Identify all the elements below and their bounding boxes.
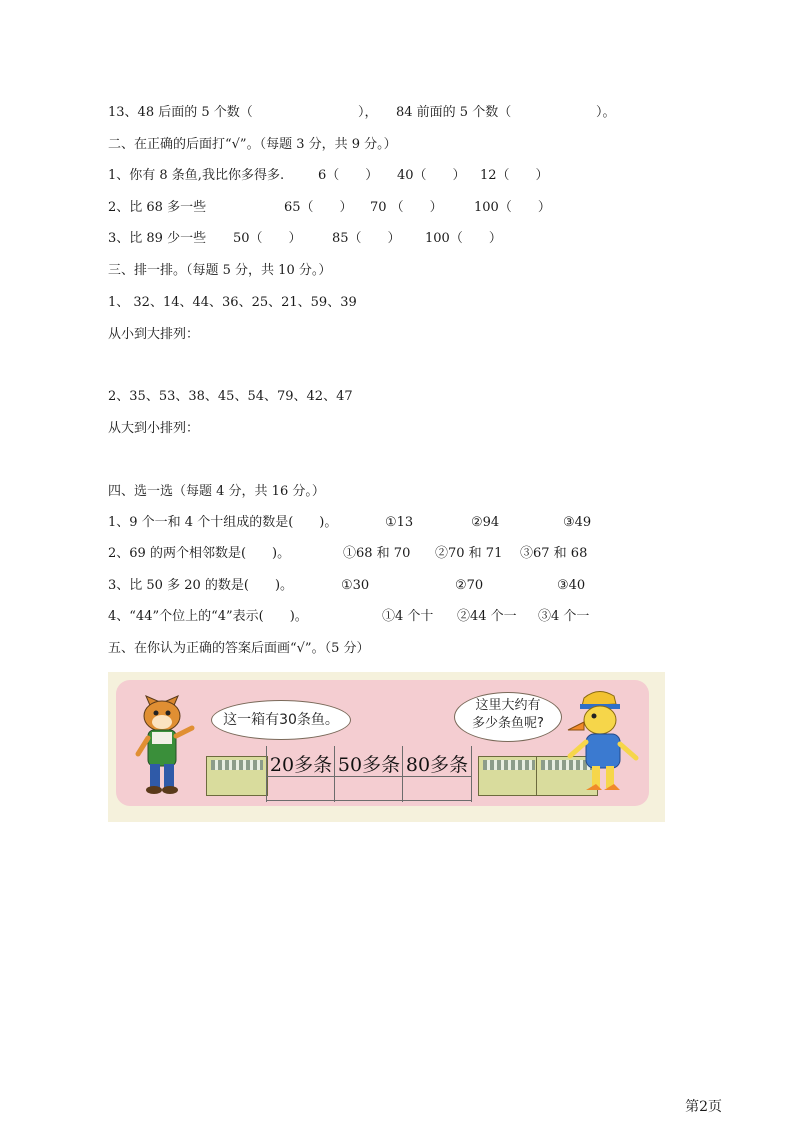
q13-part1: 13、48 后面的 5 个数（ [108,105,253,120]
duck-character-icon [566,684,646,802]
section-3-title: 三、排一排。（每题 5 分，共 10 分。） [108,263,332,278]
answer-label: 80多条 [405,754,469,776]
speech-bubble-right [454,692,562,742]
cat-character-icon [134,688,204,798]
sec4-q3-opt2: ②70 [455,578,484,593]
illustration-background [116,680,649,806]
sec4-q4-opt3: ③4 个一 [538,609,590,624]
section-4-title: 四、选一选（每题 4 分，共 16 分。） [108,484,325,499]
fish-box-right-1 [478,756,540,796]
sec4-q2-opt3: ③67 和 68 [520,546,588,561]
sec2-q3-opt3: 100（ ） [425,231,502,246]
sec4-q2-opt2: ②70 和 71 [435,546,503,561]
fish-box-left [206,756,268,796]
q13-close2: ）。 [596,105,616,120]
sec4-q4-opt1: ①4 个十 [382,609,434,624]
table-divider [266,776,471,777]
q13-close1: ）， [358,105,378,120]
sec4-q2-opt1: ①68 和 70 [343,546,411,561]
sec4-q3-opt1: ①30 [341,578,370,593]
sec2-q2-opt1: 65（ ） [284,200,353,215]
sec2-q2-opt3: 100（ ） [474,200,551,215]
q13-part2: 84 前面的 5 个数（ [396,105,512,120]
answer-table [266,746,471,802]
answer-cell[interactable] [266,746,335,802]
sec2-q1-opt3: 12（ ） [480,168,549,183]
sec4-q1-opt3: ③49 [563,515,592,530]
sec2-q3-opt1: 50（ ） [233,231,302,246]
sec4-q4-opt2: ②44 个一 [457,609,517,624]
speech-bubble-right-line2: 多少条鱼呢? [472,716,544,731]
page-number: 第2页 [685,1099,722,1115]
sec4-q1: 1、9 个一和 4 个十组成的数是( )。 [108,515,338,530]
sec2-q2: 2、比 68 多一些 [108,200,207,215]
section-5-title: 五、在你认为正确的答案后面画“√”。（5 分） [108,641,370,656]
sec2-q1-opt1: 6（ ） [318,168,379,183]
sec4-q2: 2、69 的两个相邻数是( )。 [108,546,291,561]
speech-bubble-right-line1: 这里大约有 [475,698,541,713]
sec2-q3-opt2: 85（ ） [332,231,401,246]
answer-cell[interactable] [402,746,472,802]
sec4-q3-opt3: ③40 [557,578,586,593]
sec2-q2-opt2: 70 （ ） [370,200,443,215]
answer-label: 50多条 [337,754,401,776]
sec4-q4: 4、“44”个位上的“4”表示( )。 [108,609,308,624]
sec3-item1: 1、 32、14、44、36、25、21、59、39 [108,295,357,310]
sec4-q1-opt2: ②94 [471,515,500,530]
answer-cell[interactable] [334,746,403,802]
sec3-order1: 从小到大排列： [108,327,200,342]
sec2-q1: 1、你有 8 条鱼,我比你多得多. [108,168,285,183]
sec3-item2: 2、35、53、38、45、54、79、42、47 [108,389,353,404]
sec4-q3: 3、比 50 多 20 的数是( )。 [108,578,294,593]
sec2-q1-opt2: 40（ ） [397,168,466,183]
table-divider [266,800,471,801]
answer-label: 20多条 [269,754,333,776]
fish-box-illustration [108,672,665,822]
section-2-title: 二、在正确的后面打“√”。（每题 3 分，共 9 分。） [108,137,397,152]
speech-bubble-left: 这一箱有30条鱼。 [211,700,351,740]
sec2-q3: 3、比 89 少一些 [108,231,207,246]
sec3-order2: 从大到小排列： [108,421,200,436]
sec4-q1-opt1: ①13 [385,515,414,530]
